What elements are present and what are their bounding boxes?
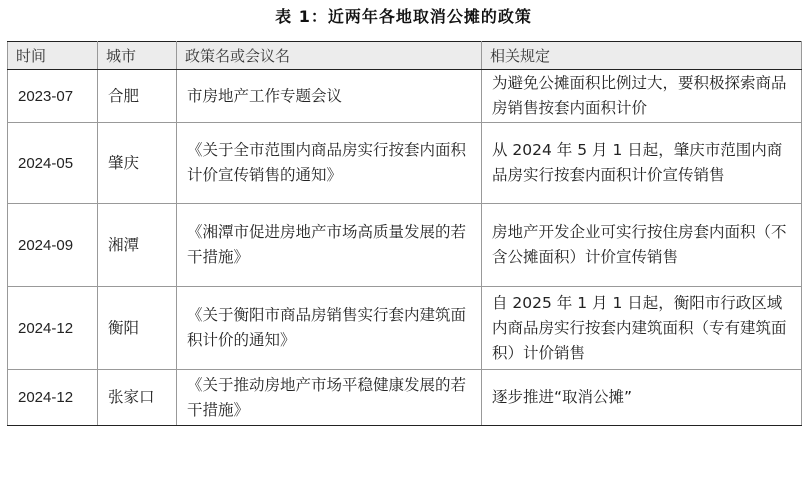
cell-rule: 为避免公摊面积比例过大，要积极探索商品房销售按套内面积计价: [482, 70, 802, 123]
cell-date: 2024-09: [8, 204, 98, 287]
cell-city: 张家口: [98, 370, 177, 426]
cell-date: 2024-05: [8, 123, 98, 204]
cell-city: 衡阳: [98, 287, 177, 370]
table-row: [8, 370, 802, 426]
table-row: [8, 287, 802, 370]
cell-date: 2024-12: [8, 287, 98, 370]
cell-date: 2024-12: [8, 370, 98, 426]
cell-policy: 《湘潭市促进房地产市场高质量发展的若干措施》: [177, 204, 482, 287]
cell-rule: 从 2024 年 5 月 1 日起，肇庆市范围内商品房实行按套内面积计价宣传销售: [482, 123, 802, 204]
cell-policy: 市房地产工作专题会议: [177, 70, 482, 123]
policy-table: [7, 41, 802, 426]
header-row: [8, 42, 802, 70]
header-city: 城市: [98, 42, 177, 70]
table-title: 表 1：近两年各地取消公摊的政策: [275, 7, 532, 26]
cell-city: 湘潭: [98, 204, 177, 287]
header-policy: 政策名或会议名: [177, 42, 482, 70]
cell-city: 合肥: [98, 70, 177, 123]
cell-rule: 自 2025 年 1 月 1 日起，衡阳市行政区域内商品房实行按套内建筑面积（专有建筑面积）计价销售: [482, 287, 802, 370]
cell-policy: 《关于全市范围内商品房实行按套内面积计价宣传销售的通知》: [177, 123, 482, 204]
cell-policy: 《关于推动房地产市场平稳健康发展的若干措施》: [177, 370, 482, 426]
cell-date: 2023-07: [8, 70, 98, 123]
header-rule: 相关规定: [482, 42, 802, 70]
cell-rule: 房地产开发企业可实行按住房套内面积（不含公摊面积）计价宣传销售: [482, 204, 802, 287]
table-row: [8, 204, 802, 287]
cell-city: 肇庆: [98, 123, 177, 204]
table-row: [8, 70, 802, 123]
cell-rule: 逐步推进“取消公摊”: [482, 370, 802, 426]
table-row: [8, 123, 802, 204]
header-date: 时间: [8, 42, 98, 70]
cell-policy: 《关于衡阳市商品房销售实行套内建筑面积计价的通知》: [177, 287, 482, 370]
